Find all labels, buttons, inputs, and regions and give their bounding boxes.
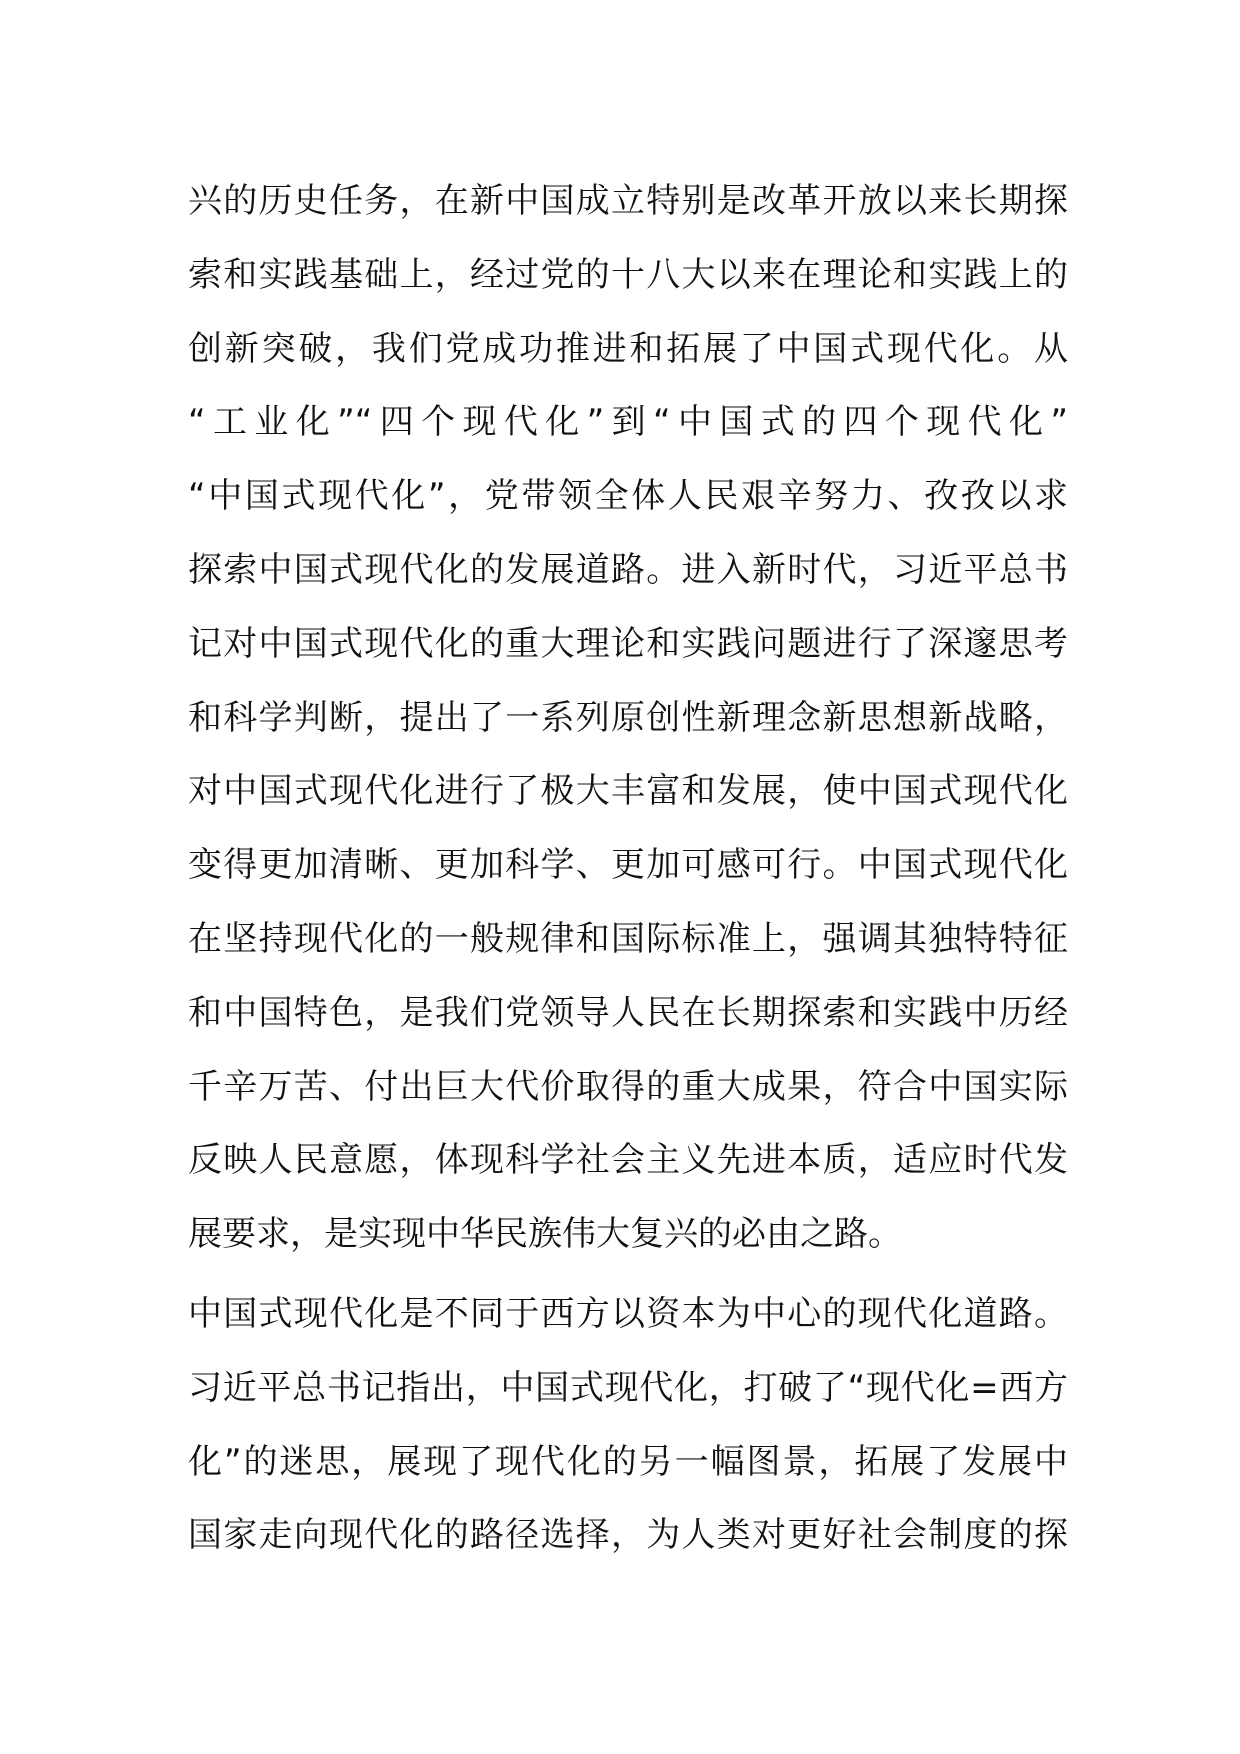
- paragraph-1-line: 反映人民意愿，体现科学社会主义先进本质，适应时代发: [188, 1140, 1068, 1181]
- paragraph-1-line: 千辛万苦、付出巨大代价取得的重大成果，符合中国实际: [188, 1066, 1068, 1107]
- paragraph-2-line: 习近平总书记指出，中国式现代化，打破了“现代化=西方: [188, 1367, 1068, 1408]
- paragraph-1-line: 探索中国式现代化的发展道路。进入新时代，习近平总书: [188, 549, 1068, 590]
- paragraph-1-line: 索和实践基础上，经过党的十八大以来在理论和实践上的: [188, 254, 1068, 295]
- document-body: [188, 165, 1068, 1573]
- paragraph-1-line: “中国式现代化”，党带领全体人民艰辛努力、孜孜以求: [188, 476, 1068, 517]
- paragraph-2-line: 国家走向现代化的路径选择，为人类对更好社会制度的探: [188, 1515, 1068, 1556]
- paragraph-1-line: 创新突破，我们党成功推进和拓展了中国式现代化。从: [188, 328, 1068, 369]
- paragraph-1-line: 记对中国式现代化的重大理论和实践问题进行了深邃思考: [188, 623, 1068, 664]
- paragraph-1-line: 和科学判断，提出了一系列原创性新理念新思想新战略，: [188, 697, 1068, 738]
- paragraph-1-line: 展要求，是实现中华民族伟大复兴的必由之路。: [188, 1214, 902, 1255]
- paragraph-1-line: 兴的历史任务，在新中国成立特别是改革开放以来长期探: [188, 181, 1068, 221]
- paragraph-1-line: “工业化”“四个现代化”到“中国式的四个现代化”: [188, 402, 1068, 443]
- paragraph-1-line: 和中国特色，是我们党领导人民在长期探索和实践中历经: [188, 992, 1068, 1033]
- paragraph-1-line: 变得更加清晰、更加科学、更加可感可行。中国式现代化: [188, 845, 1068, 886]
- paragraph-1-line: 在坚持现代化的一般规律和国际标准上，强调其独特特征: [188, 918, 1068, 959]
- paragraph-2: [188, 1278, 1068, 1573]
- paragraph-1: [188, 165, 1068, 1272]
- paragraph-2-line: 中国式现代化是不同于西方以资本为中心的现代化道路。: [188, 1293, 1068, 1334]
- paragraph-1-line: 对中国式现代化进行了极大丰富和发展，使中国式现代化: [188, 771, 1068, 812]
- paragraph-2-line: 化”的迷思，展现了现代化的另一幅图景，拓展了发展中: [188, 1441, 1068, 1482]
